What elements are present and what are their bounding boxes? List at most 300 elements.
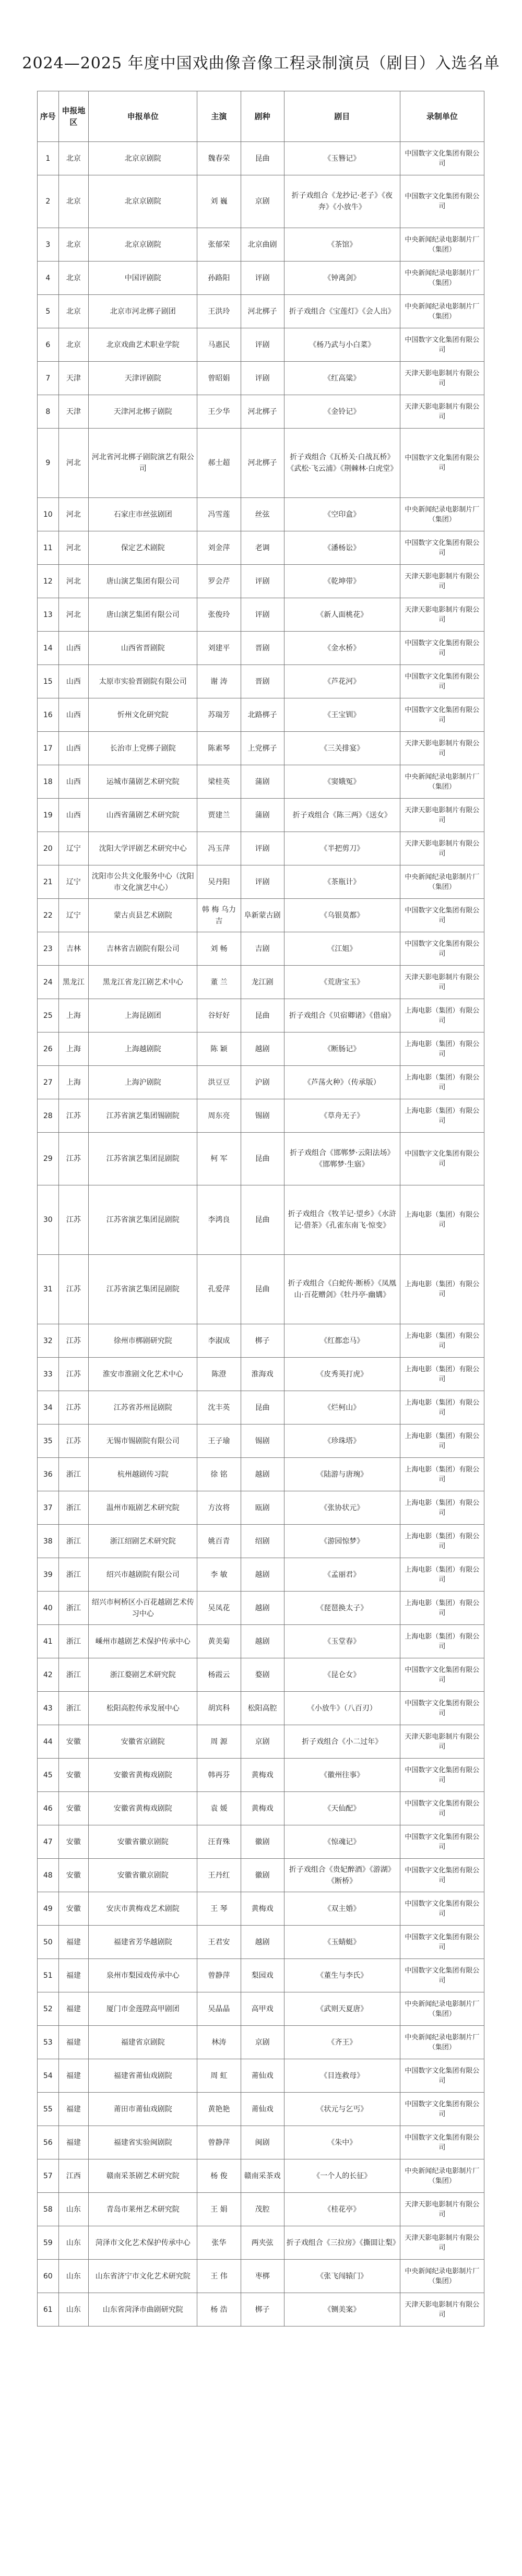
cell-unit: 天津河北梆子剧院 (89, 395, 197, 429)
cell-actor: 刘金萍 (197, 531, 241, 565)
cell-opera-type: 越剧 (241, 1558, 284, 1592)
cell-recording-unit: 中国数字文化集团有限公司 (400, 142, 484, 175)
cell-opera-type: 昆曲 (241, 1133, 284, 1185)
cell-unit: 杭州越剧传习院 (89, 1458, 197, 1491)
header-actor: 主演 (197, 91, 241, 142)
cell-region: 安徽 (58, 1759, 89, 1792)
cell-opera-type: 瓯剧 (241, 1491, 284, 1525)
table-row (38, 1592, 484, 1625)
cell-recording-unit: 上海电影（集团）有限公司 (400, 1558, 484, 1592)
cell-region: 浙江 (58, 1592, 89, 1625)
cell-unit: 上海沪剧院 (89, 1066, 197, 1099)
cell-actor: 刘建平 (197, 632, 241, 665)
cell-repertoire: 《董生与李氏》 (284, 1959, 400, 1992)
cell-index: 54 (38, 2059, 59, 2093)
header-region: 申报地区 (58, 91, 89, 142)
cell-actor: 刘 巍 (197, 175, 241, 228)
cell-recording-unit: 上海电影（集团）有限公司 (400, 1032, 484, 1066)
cell-opera-type: 茂腔 (241, 2193, 284, 2226)
cell-repertoire: 《目连救母》 (284, 2059, 400, 2093)
cell-repertoire: 折子戏组合《贵妃醉酒》《游湖》《断桥》 (284, 1859, 400, 1892)
cell-opera-type: 越剧 (241, 1458, 284, 1491)
cell-opera-type: 莆仙戏 (241, 2093, 284, 2126)
cell-region: 江苏 (58, 1255, 89, 1324)
cell-repertoire: 《江姐》 (284, 932, 400, 966)
cell-recording-unit: 上海电影（集团）有限公司 (400, 1424, 484, 1458)
cell-recording-unit: 中国数字文化集团有限公司 (400, 429, 484, 498)
cell-region: 天津 (58, 395, 89, 429)
cell-opera-type: 黄梅戏 (241, 1792, 284, 1825)
cell-repertoire: 《王宝钏》 (284, 698, 400, 732)
cell-index: 49 (38, 1892, 59, 1926)
cell-actor: 周 虹 (197, 2059, 241, 2093)
cell-index: 40 (38, 1592, 59, 1625)
cell-recording-unit: 中国数字文化集团有限公司 (400, 2126, 484, 2159)
cell-actor: 杨 俊 (197, 2159, 241, 2193)
cell-unit: 保定艺术剧院 (89, 531, 197, 565)
cell-index: 31 (38, 1255, 59, 1324)
cell-repertoire: 《乌银莫都》 (284, 899, 400, 932)
cell-actor: 陈素琴 (197, 732, 241, 765)
cell-recording-unit: 天津天影电影制片有限公司 (400, 1725, 484, 1759)
table-row (38, 865, 484, 899)
cell-opera-type: 婺剧 (241, 1658, 284, 1692)
cell-unit: 北京京剧院 (89, 228, 197, 262)
cell-recording-unit: 天津天影电影制片有限公司 (400, 832, 484, 865)
cell-repertoire: 《陆游与唐琬》 (284, 1458, 400, 1491)
table-row (38, 295, 484, 328)
cell-opera-type: 阜新蒙古剧 (241, 899, 284, 932)
cell-unit: 安徽省京剧院 (89, 1725, 197, 1759)
cell-actor: 罗会芹 (197, 565, 241, 598)
cell-unit: 北京京剧院 (89, 175, 197, 228)
table-row (38, 1926, 484, 1959)
cell-index: 51 (38, 1959, 59, 1992)
cell-index: 22 (38, 899, 59, 932)
cell-recording-unit: 中国数字文化集团有限公司 (400, 531, 484, 565)
table-row (38, 1625, 484, 1658)
table-row (38, 765, 484, 799)
cell-repertoire: 《茶瓶计》 (284, 865, 400, 899)
cell-region: 江苏 (58, 1099, 89, 1133)
table-row (38, 429, 484, 498)
cell-index: 34 (38, 1391, 59, 1424)
cell-opera-type: 沪剧 (241, 1066, 284, 1099)
cell-repertoire: 《窦娥冤》 (284, 765, 400, 799)
cell-index: 16 (38, 698, 59, 732)
cell-region: 河北 (58, 598, 89, 632)
cell-actor: 周 源 (197, 1725, 241, 1759)
cell-repertoire: 《三关排宴》 (284, 732, 400, 765)
cell-index: 33 (38, 1358, 59, 1391)
cell-repertoire: 《武则天夏唐》 (284, 1992, 400, 2026)
cell-opera-type: 越剧 (241, 1032, 284, 1066)
cell-unit: 江苏省演艺集团锡剧院 (89, 1099, 197, 1133)
cell-opera-type: 淮海戏 (241, 1358, 284, 1391)
table-row (38, 565, 484, 598)
cell-unit: 莆田市莆仙戏剧院 (89, 2093, 197, 2126)
cell-unit: 福建省莆仙戏剧院 (89, 2059, 197, 2093)
cell-unit: 江苏省苏州昆剧院 (89, 1391, 197, 1424)
table-row (38, 142, 484, 175)
cell-actor: 孙路阳 (197, 262, 241, 295)
cell-unit: 浙江婺剧艺术研究院 (89, 1658, 197, 1692)
cell-unit: 福建省芳华越剧院 (89, 1926, 197, 1959)
table-row (38, 228, 484, 262)
cell-region: 浙江 (58, 1692, 89, 1725)
cell-recording-unit: 上海电影（集团）有限公司 (400, 1255, 484, 1324)
table-row (38, 328, 484, 362)
cell-repertoire: 《玉堂春》 (284, 1625, 400, 1658)
cell-actor: 韩 梅 乌力吉 (197, 899, 241, 932)
cell-region: 福建 (58, 1959, 89, 1992)
cell-region: 山西 (58, 665, 89, 698)
cell-index: 60 (38, 2260, 59, 2293)
cell-actor: 王 琴 (197, 1892, 241, 1926)
header-unit: 申报单位 (89, 91, 197, 142)
table-row (38, 1491, 484, 1525)
cell-region: 安徽 (58, 1792, 89, 1825)
table-row (38, 1133, 484, 1185)
cell-unit: 沈阳市公共文化服务中心（沈阳市文化演艺中心） (89, 865, 197, 899)
cell-repertoire: 《乾坤带》 (284, 565, 400, 598)
cell-actor: 吴凤花 (197, 1592, 241, 1625)
cell-index: 13 (38, 598, 59, 632)
table-row (38, 1759, 484, 1792)
cell-repertoire: 《断肠记》 (284, 1032, 400, 1066)
cell-index: 10 (38, 498, 59, 531)
cell-opera-type: 昆曲 (241, 999, 284, 1032)
cell-repertoire: 折子戏组合《小二过年》 (284, 1725, 400, 1759)
cell-recording-unit: 中央新闻纪录电影制片厂（集团） (400, 2026, 484, 2059)
cell-region: 北京 (58, 328, 89, 362)
cell-recording-unit: 上海电影（集团）有限公司 (400, 1099, 484, 1133)
cell-region: 江苏 (58, 1424, 89, 1458)
cell-index: 56 (38, 2126, 59, 2159)
cell-region: 北京 (58, 228, 89, 262)
cell-region: 河北 (58, 565, 89, 598)
cell-unit: 安庆市黄梅戏艺术剧院 (89, 1892, 197, 1926)
header-recording-unit: 录制单位 (400, 91, 484, 142)
cell-region: 江苏 (58, 1358, 89, 1391)
cell-index: 41 (38, 1625, 59, 1658)
cell-opera-type: 京剧 (241, 1725, 284, 1759)
cell-actor: 马惠民 (197, 328, 241, 362)
cell-recording-unit: 中央新闻纪录电影制片厂（集团） (400, 1992, 484, 2026)
cell-unit: 忻州文化研究院 (89, 698, 197, 732)
cell-recording-unit: 上海电影（集团）有限公司 (400, 1525, 484, 1558)
table-row (38, 1324, 484, 1358)
cell-recording-unit: 天津天影电影制片有限公司 (400, 565, 484, 598)
cell-opera-type: 昆曲 (241, 1255, 284, 1324)
table-row (38, 2226, 484, 2260)
cell-unit: 山东省济宁市文化艺术研究院 (89, 2260, 197, 2293)
cell-repertoire: 《状元与乞丐》 (284, 2093, 400, 2126)
cell-repertoire: 《张协状元》 (284, 1491, 400, 1525)
cell-recording-unit: 上海电影（集团）有限公司 (400, 999, 484, 1032)
cell-opera-type: 昆曲 (241, 1185, 284, 1255)
cell-actor: 郝士超 (197, 429, 241, 498)
cell-index: 28 (38, 1099, 59, 1133)
cell-repertoire: 《杨乃武与小白菜》 (284, 328, 400, 362)
cell-index: 21 (38, 865, 59, 899)
cell-index: 7 (38, 362, 59, 395)
cell-opera-type: 丝弦 (241, 498, 284, 531)
cell-index: 14 (38, 632, 59, 665)
cell-index: 2 (38, 175, 59, 228)
cell-repertoire: 《红高粱》 (284, 362, 400, 395)
cell-unit: 江苏省演艺集团昆剧院 (89, 1185, 197, 1255)
cell-recording-unit: 中央新闻纪录电影制片厂（集团） (400, 262, 484, 295)
cell-recording-unit: 中国数字文化集团有限公司 (400, 932, 484, 966)
cell-recording-unit: 中国数字文化集团有限公司 (400, 698, 484, 732)
cell-recording-unit: 中国数字文化集团有限公司 (400, 328, 484, 362)
cell-actor: 孔爱萍 (197, 1255, 241, 1324)
cell-index: 11 (38, 531, 59, 565)
cell-unit: 吉林省吉剧院有限公司 (89, 932, 197, 966)
cell-unit: 山东省菏泽市曲剧研究院 (89, 2293, 197, 2326)
cell-opera-type: 莆仙戏 (241, 2059, 284, 2093)
cell-repertoire: 《钟离剑》 (284, 262, 400, 295)
cell-unit: 嵊州市越剧艺术保护传承中心 (89, 1625, 197, 1658)
cell-recording-unit: 中国数字文化集团有限公司 (400, 665, 484, 698)
cell-actor: 曾静萍 (197, 1959, 241, 1992)
cell-actor: 张华 (197, 2226, 241, 2260)
cell-repertoire: 《琵琶换太子》 (284, 1592, 400, 1625)
cell-region: 北京 (58, 175, 89, 228)
table-row (38, 362, 484, 395)
cell-repertoire: 《芦花河》 (284, 665, 400, 698)
table-row (38, 1458, 484, 1491)
cell-opera-type: 吉剧 (241, 932, 284, 966)
nominee-table (37, 91, 484, 2326)
cell-actor: 董 兰 (197, 966, 241, 999)
cell-index: 61 (38, 2293, 59, 2326)
cell-opera-type: 锡剧 (241, 1099, 284, 1133)
cell-unit: 上海越剧院 (89, 1032, 197, 1066)
table-row (38, 1099, 484, 1133)
table-row (38, 1032, 484, 1066)
cell-index: 37 (38, 1491, 59, 1525)
cell-repertoire: 《昆仑女》 (284, 1658, 400, 1692)
cell-opera-type: 晋剧 (241, 632, 284, 665)
cell-region: 福建 (58, 2026, 89, 2059)
cell-opera-type: 闽剧 (241, 2126, 284, 2159)
cell-index: 58 (38, 2193, 59, 2226)
cell-actor: 王 伟 (197, 2260, 241, 2293)
cell-opera-type: 徽剧 (241, 1825, 284, 1859)
header-opera-type: 剧种 (241, 91, 284, 142)
cell-index: 59 (38, 2226, 59, 2260)
cell-unit: 上海昆剧团 (89, 999, 197, 1032)
cell-region: 安徽 (58, 1859, 89, 1892)
table-row (38, 2260, 484, 2293)
cell-opera-type: 京剧 (241, 2026, 284, 2059)
cell-index: 38 (38, 1525, 59, 1558)
cell-actor: 吴晶晶 (197, 1992, 241, 2026)
cell-repertoire: 折子戏组合《白蛇传·断桥》《凤凰山·百花赠剑》《牡丹亭·幽媾》 (284, 1255, 400, 1324)
cell-actor: 汪育殊 (197, 1825, 241, 1859)
cell-repertoire: 《铡美案》 (284, 2293, 400, 2326)
cell-repertoire: 折子戏组合《牧羊记·望乡》《水浒记·借茶》《孔雀东南飞·惊变》 (284, 1185, 400, 1255)
cell-opera-type: 越剧 (241, 1625, 284, 1658)
cell-region: 浙江 (58, 1625, 89, 1658)
header-repertoire: 剧目 (284, 91, 400, 142)
cell-recording-unit: 上海电影（集团）有限公司 (400, 1358, 484, 1391)
table-row (38, 2126, 484, 2159)
cell-region: 辽宁 (58, 832, 89, 865)
table-row (38, 1255, 484, 1324)
cell-index: 6 (38, 328, 59, 362)
cell-actor: 洪豆豆 (197, 1066, 241, 1099)
cell-index: 36 (38, 1458, 59, 1491)
cell-unit: 太原市实验晋剧院有限公司 (89, 665, 197, 698)
cell-recording-unit: 上海电影（集团）有限公司 (400, 1491, 484, 1525)
cell-actor: 吴丹阳 (197, 865, 241, 899)
cell-repertoire: 《金水桥》 (284, 632, 400, 665)
cell-actor: 黄美菊 (197, 1625, 241, 1658)
cell-region: 山东 (58, 2260, 89, 2293)
cell-repertoire: 《草舟无子》 (284, 1099, 400, 1133)
cell-recording-unit: 上海电影（集团）有限公司 (400, 1458, 484, 1491)
cell-index: 55 (38, 2093, 59, 2126)
cell-index: 57 (38, 2159, 59, 2193)
cell-repertoire: 《玉簪记》 (284, 142, 400, 175)
table-row (38, 1992, 484, 2026)
cell-unit: 黑龙江省龙江剧艺术中心 (89, 966, 197, 999)
cell-unit: 福建省实验闽剧院 (89, 2126, 197, 2159)
cell-unit: 北京戏曲艺术职业学院 (89, 328, 197, 362)
cell-opera-type: 昆曲 (241, 142, 284, 175)
cell-recording-unit: 中国数字文化集团有限公司 (400, 1959, 484, 1992)
cell-unit: 蒙古贞县艺术剧院 (89, 899, 197, 932)
cell-actor: 王丹红 (197, 1859, 241, 1892)
cell-recording-unit: 中国数字文化集团有限公司 (400, 1926, 484, 1959)
cell-opera-type: 评剧 (241, 832, 284, 865)
cell-actor: 陈 颖 (197, 1032, 241, 1066)
table-row (38, 1825, 484, 1859)
cell-index: 26 (38, 1032, 59, 1066)
cell-unit: 菏泽市文化艺术保护传承中心 (89, 2226, 197, 2260)
cell-recording-unit: 中央新闻纪录电影制片厂（集团） (400, 295, 484, 328)
cell-index: 15 (38, 665, 59, 698)
cell-recording-unit: 上海电影（集团）有限公司 (400, 1066, 484, 1099)
cell-unit: 徐州市梆剧研究院 (89, 1324, 197, 1358)
cell-region: 江苏 (58, 1391, 89, 1424)
cell-repertoire: 《半把剪刀》 (284, 832, 400, 865)
table-row (38, 632, 484, 665)
table-row (38, 175, 484, 228)
table-row (38, 531, 484, 565)
cell-repertoire: 折子戏组合《瓦桥关·白战瓦桥》《武松·飞云浦》《荆棘林·白虎堂》 (284, 429, 400, 498)
cell-repertoire: 《潘杨讼》 (284, 531, 400, 565)
cell-index: 44 (38, 1725, 59, 1759)
cell-repertoire: 《惊魂记》 (284, 1825, 400, 1859)
cell-opera-type: 梨园戏 (241, 1959, 284, 1992)
cell-recording-unit: 天津天影电影制片有限公司 (400, 2193, 484, 2226)
table-row (38, 1424, 484, 1458)
cell-index: 32 (38, 1324, 59, 1358)
cell-region: 江苏 (58, 1324, 89, 1358)
cell-unit: 安徽省黄梅戏剧院 (89, 1759, 197, 1792)
cell-repertoire: 《新人面桃花》 (284, 598, 400, 632)
cell-opera-type: 北京曲剧 (241, 228, 284, 262)
cell-opera-type: 锡剧 (241, 1424, 284, 1458)
cell-opera-type: 河北梆子 (241, 295, 284, 328)
cell-actor: 方汝将 (197, 1491, 241, 1525)
table-row (38, 966, 484, 999)
cell-opera-type: 蒲剧 (241, 799, 284, 832)
cell-unit: 安徽省黄梅戏剧院 (89, 1792, 197, 1825)
cell-index: 3 (38, 228, 59, 262)
cell-index: 35 (38, 1424, 59, 1458)
cell-repertoire: 《天仙配》 (284, 1792, 400, 1825)
cell-index: 43 (38, 1692, 59, 1725)
cell-index: 1 (38, 142, 59, 175)
table-row (38, 395, 484, 429)
cell-unit: 绍兴市越剧院有限公司 (89, 1558, 197, 1592)
cell-actor: 王 娟 (197, 2193, 241, 2226)
table-row (38, 2026, 484, 2059)
cell-index: 19 (38, 799, 59, 832)
cell-actor: 姚百青 (197, 1525, 241, 1558)
cell-opera-type: 评剧 (241, 865, 284, 899)
table-row (38, 1525, 484, 1558)
table-row (38, 1066, 484, 1099)
cell-region: 福建 (58, 2059, 89, 2093)
cell-region: 福建 (58, 1926, 89, 1959)
cell-actor: 胡宾科 (197, 1692, 241, 1725)
cell-repertoire: 《珍珠塔》 (284, 1424, 400, 1458)
cell-index: 23 (38, 932, 59, 966)
cell-opera-type: 枣梆 (241, 2260, 284, 2293)
cell-recording-unit: 上海电影（集团）有限公司 (400, 1592, 484, 1625)
cell-actor: 冯雪莲 (197, 498, 241, 531)
cell-region: 山西 (58, 765, 89, 799)
cell-recording-unit: 中央新闻纪录电影制片厂（集团） (400, 2260, 484, 2293)
cell-region: 上海 (58, 1066, 89, 1099)
cell-actor: 梁桂英 (197, 765, 241, 799)
cell-unit: 安徽省徽京剧院 (89, 1825, 197, 1859)
cell-region: 河北 (58, 429, 89, 498)
table-header-row (38, 91, 484, 142)
cell-actor: 李淑成 (197, 1324, 241, 1358)
cell-repertoire: 《孟丽君》 (284, 1558, 400, 1592)
cell-index: 47 (38, 1825, 59, 1859)
cell-index: 30 (38, 1185, 59, 1255)
table-row (38, 932, 484, 966)
table-row (38, 1658, 484, 1692)
cell-actor: 谢 涛 (197, 665, 241, 698)
cell-actor: 曾昭娟 (197, 362, 241, 395)
cell-repertoire: 《徽州往事》 (284, 1759, 400, 1792)
cell-opera-type: 梆子 (241, 2293, 284, 2326)
cell-region: 江苏 (58, 1133, 89, 1185)
cell-index: 53 (38, 2026, 59, 2059)
cell-actor: 韩再芬 (197, 1759, 241, 1792)
cell-repertoire: 《皮秀英打虎》 (284, 1358, 400, 1391)
table-row (38, 598, 484, 632)
cell-actor: 张俊玲 (197, 598, 241, 632)
cell-opera-type: 昆曲 (241, 1391, 284, 1424)
cell-recording-unit: 中国数字文化集团有限公司 (400, 1892, 484, 1926)
cell-region: 山西 (58, 632, 89, 665)
table-row (38, 1792, 484, 1825)
cell-recording-unit: 天津天影电影制片有限公司 (400, 966, 484, 999)
cell-region: 浙江 (58, 1658, 89, 1692)
cell-opera-type: 京剧 (241, 175, 284, 228)
cell-opera-type: 梆子 (241, 1324, 284, 1358)
